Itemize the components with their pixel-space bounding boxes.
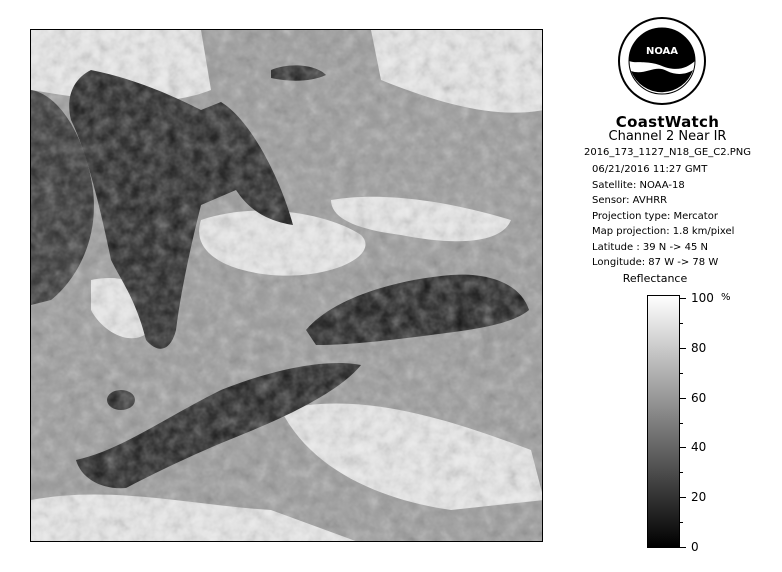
legend-tick bbox=[680, 497, 686, 498]
legend-tick-label: 80 bbox=[691, 340, 707, 355]
legend-tick bbox=[680, 547, 686, 548]
legend-tick bbox=[680, 298, 686, 299]
legend-tick-label: 100 bbox=[691, 291, 714, 305]
noaa-logo-text: NOAA bbox=[645, 46, 679, 57]
legend-tick-label: 20 bbox=[691, 490, 707, 505]
legend-minor-tick bbox=[680, 323, 683, 324]
metadata-line: Satellite: NOAA-18 bbox=[592, 179, 685, 191]
legend-minor-tick bbox=[680, 472, 683, 473]
metadata-line: Longitude: 87 W -> 78 W bbox=[592, 257, 719, 268]
metadata-block bbox=[592, 162, 777, 271]
legend-minor-tick bbox=[680, 522, 683, 523]
noaa-logo bbox=[617, 16, 707, 106]
satellite-map bbox=[30, 29, 543, 542]
satellite-image bbox=[31, 30, 543, 542]
legend-label: Reflectance bbox=[622, 272, 688, 285]
legend-minor-tick bbox=[680, 423, 683, 424]
noaa-logo-icon bbox=[617, 16, 707, 106]
legend-tick bbox=[680, 398, 686, 399]
legend-tick bbox=[680, 348, 686, 349]
legend-unit: % bbox=[721, 292, 731, 303]
metadata-line: Map projection: 1.8 km/pixel bbox=[592, 226, 735, 237]
legend-tick-label: 0 bbox=[691, 540, 699, 554]
legend-tick-label: 40 bbox=[691, 440, 707, 455]
metadata-line: Latitude : 39 N -> 45 N bbox=[592, 241, 708, 253]
image-texture bbox=[31, 30, 543, 542]
product-title: CoastWatch bbox=[615, 113, 720, 131]
reflectance-color-scale bbox=[647, 295, 680, 548]
metadata-line: 06/21/2016 11:27 GMT bbox=[592, 164, 708, 175]
channel-subtitle: Channel 2 Near IR bbox=[608, 129, 727, 144]
legend-tick-label: 60 bbox=[691, 390, 707, 405]
file-name: 2016_173_1127_N18_GE_C2.PNG bbox=[583, 147, 752, 158]
legend-tick bbox=[680, 447, 686, 448]
metadata-line: Projection type: Mercator bbox=[592, 210, 718, 222]
legend-minor-tick bbox=[680, 373, 683, 374]
metadata-line: Sensor: AVHRR bbox=[592, 195, 668, 206]
